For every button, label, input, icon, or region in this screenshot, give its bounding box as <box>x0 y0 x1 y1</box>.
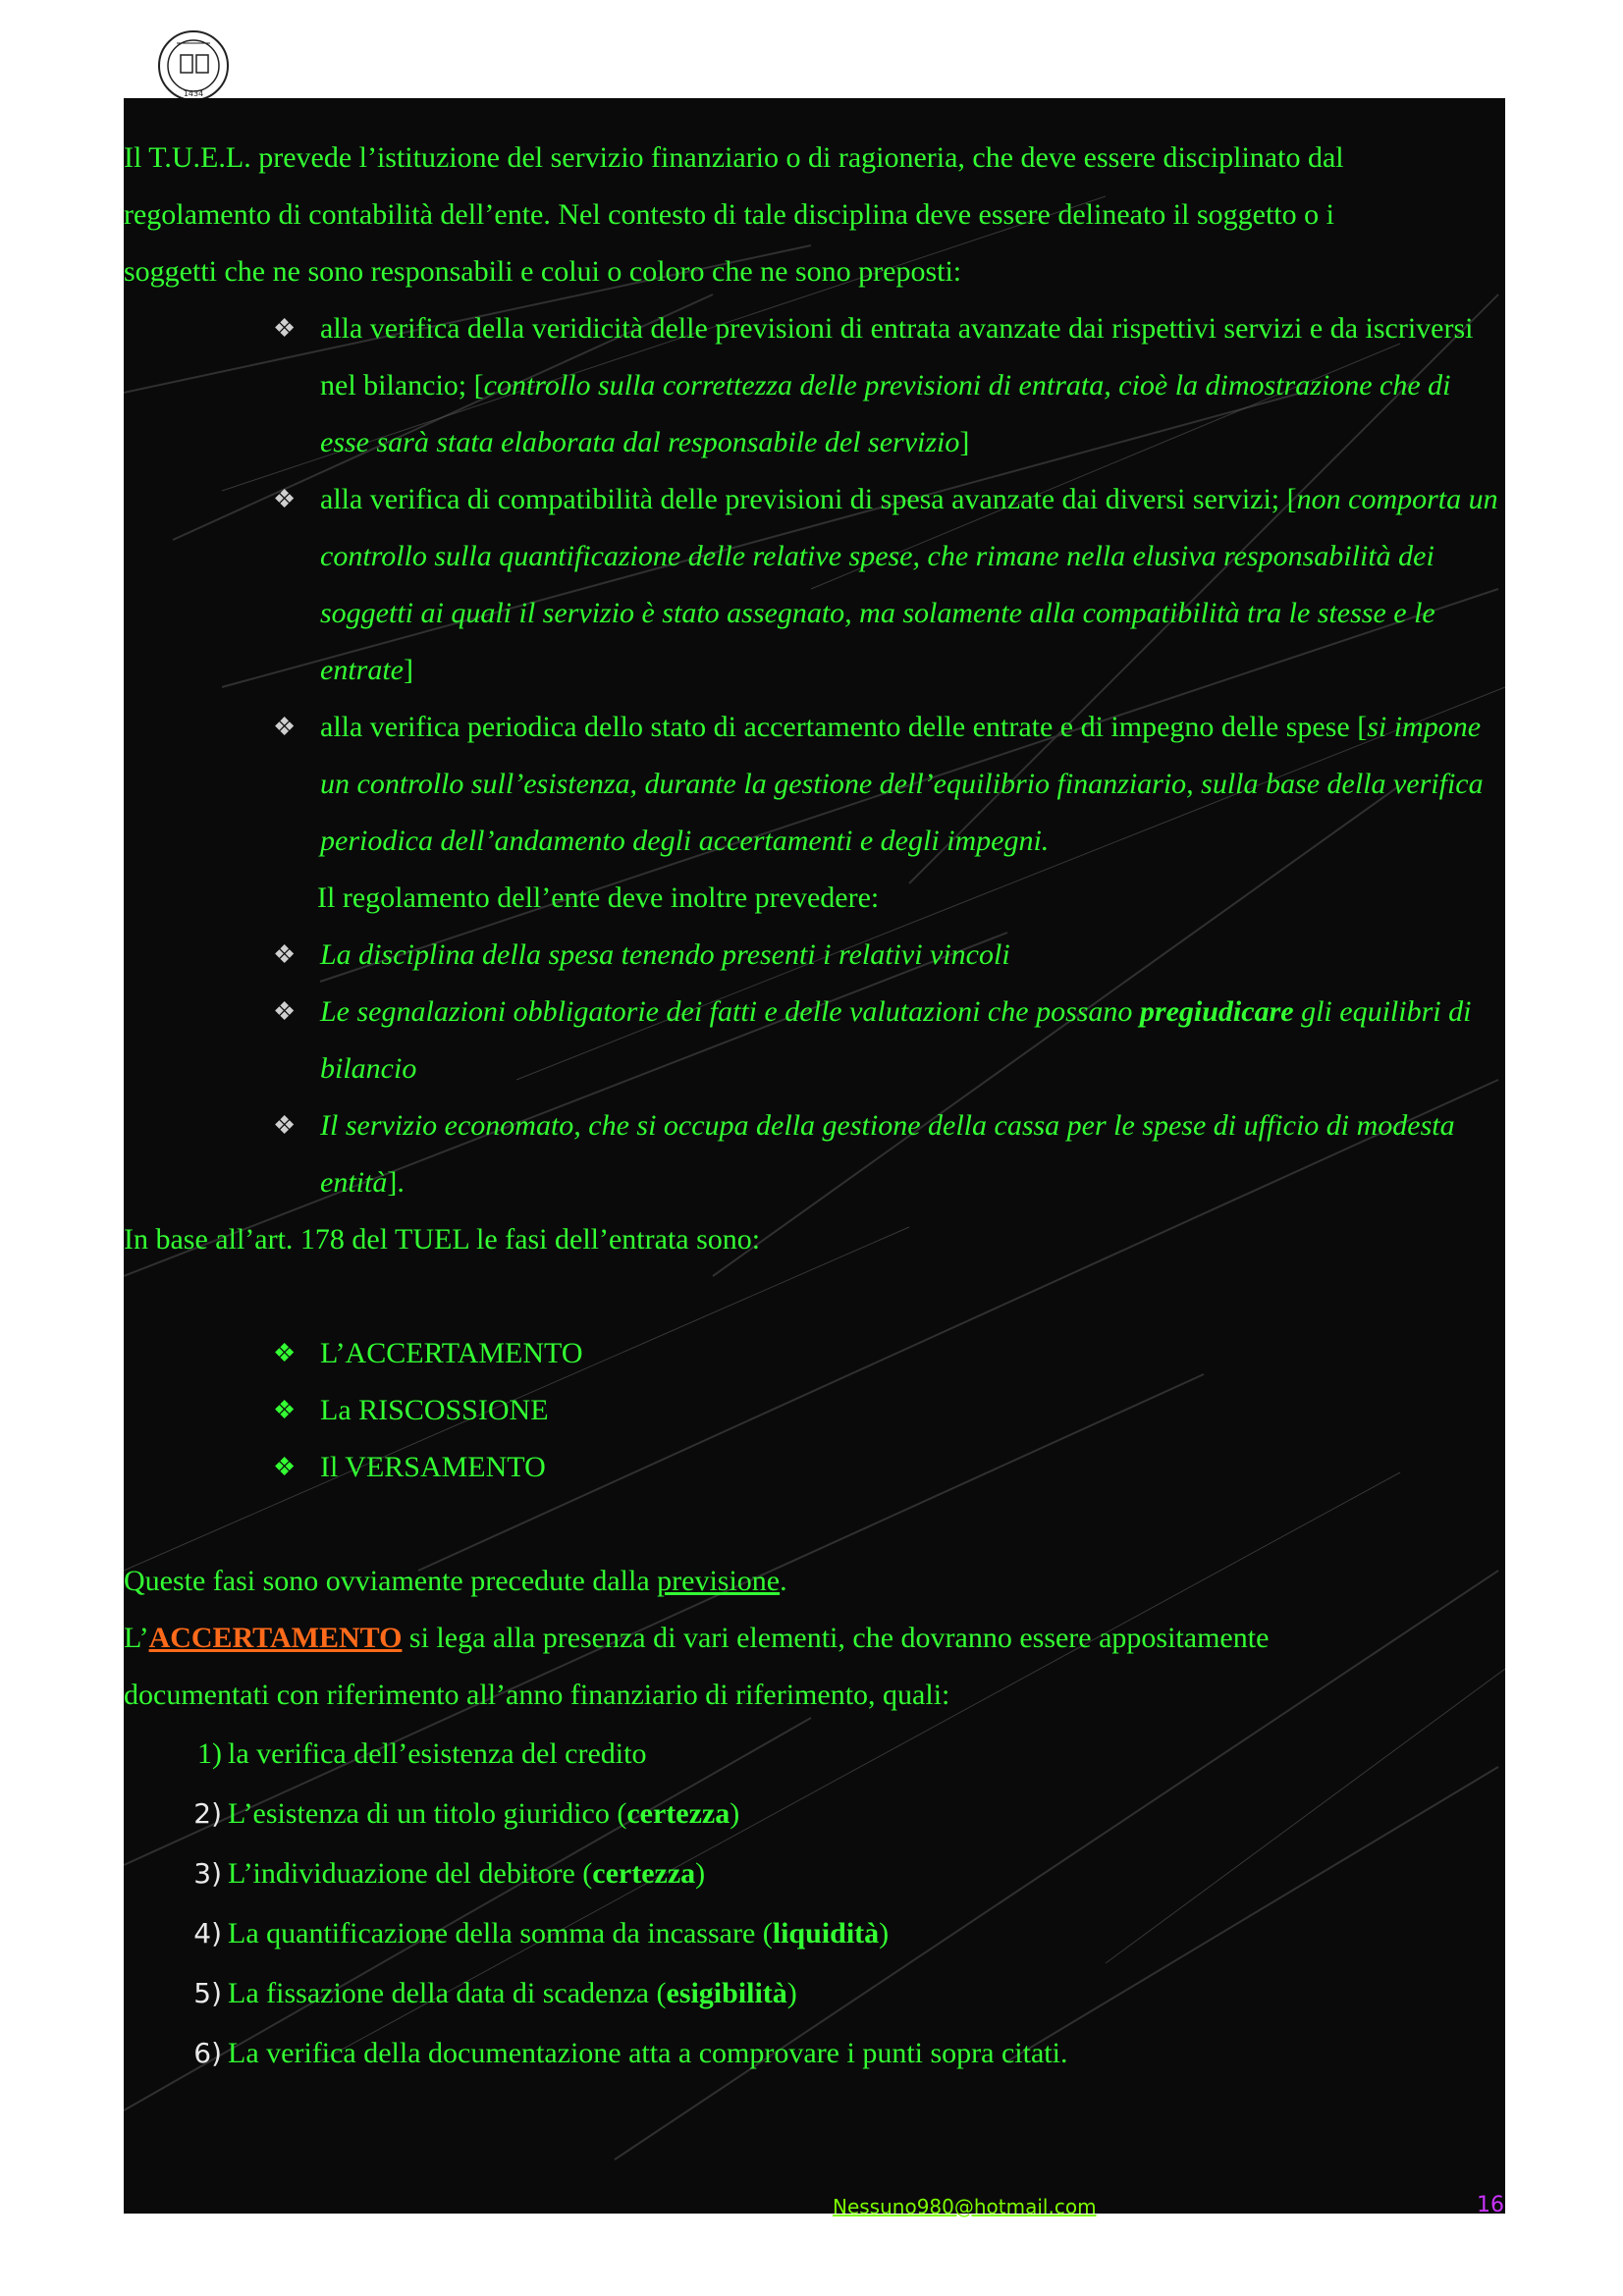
numbered-item: 4) La quantificazione della somma da incassare (liquidità) <box>193 1917 890 1949</box>
numbered-item: 5) La fissazione della data di scadenza (esigibilità) <box>193 1977 797 2009</box>
seal-year: 1434 <box>183 89 204 98</box>
diamond-bullet-icon: ❖ <box>273 314 297 343</box>
numbered-item: 6) La verifica della documentazione atta a comprovare i punti sopra citati. <box>193 2037 1068 2069</box>
fase-item: ❖ La RISCOSSIONE <box>124 1382 1505 1439</box>
accertamento-line: documentati con riferimento all’anno finanziario di riferimento, quali: <box>124 1679 950 1711</box>
accertamento-line: L’ACCERTAMENTO si lega alla presenza di vari elementi, che dovranno essere appositamente <box>124 1622 1270 1654</box>
diamond-bullet-icon: ❖ <box>273 940 297 969</box>
previsione-link[interactable]: previsione <box>657 1565 781 1597</box>
diamond-bullet-icon: ❖ <box>273 485 297 513</box>
list-item: ❖ Le segnalazioni obbligatorie dei fatti e delle valutazioni che possano pregiudicare gli equilibri di bilancio <box>124 984 1505 1097</box>
page-number: 16 <box>1477 2193 1504 2217</box>
intro-line: regolamento di contabilità dell’ente. Nel contesto di tale disciplina deve essere delineato il soggetto o i <box>124 198 1334 231</box>
list-item: ❖ La disciplina della spesa tenendo presenti i relativi vincoli <box>124 927 1505 984</box>
list-item: ❖ alla verifica della veridicità delle previsioni di entrata avanzate dai rispettivi servizi e da iscriversi nel bilancio; [controllo sulla correttezza delle previsioni di entrata, cioè la dimostrazione che di esse sarà stata elaborata dal responsabile del servizio] <box>124 300 1505 471</box>
diamond-bullet-icon: ❖ <box>273 1396 297 1424</box>
fasi-intro: In base all’art. 178 del TUEL le fasi dell’entrata sono: <box>124 1223 761 1255</box>
diamond-bullet-icon: ❖ <box>273 1453 297 1481</box>
fase-item: ❖ L’ACCERTAMENTO <box>124 1325 1505 1382</box>
intro-line: Il T.U.E.L. prevede l’istituzione del servizio finanziario o di ragioneria, che deve essere disciplinato dal <box>124 141 1344 174</box>
regolamento-line: Il regolamento dell’ente deve inoltre prevedere: <box>317 881 880 914</box>
numbered-item: 1) la verifica dell’esistenza del credito <box>197 1737 647 1770</box>
diamond-bullet-icon: ❖ <box>273 1111 297 1140</box>
list-item: ❖ alla verifica di compatibilità delle previsioni di spesa avanzate dai diversi servizi; [non comporta un controllo sulla quantificazione delle relative spese, che rimane nella elusiva responsabilità dei soggetti ai quali il servizio è stato assegnato, ma solamente alla compatibilità tra le stesse e le entrate] <box>124 471 1505 699</box>
list-item: ❖ Il servizio economato, che si occupa della gestione della cassa per le spese di ufficio di modesta entità]. <box>124 1097 1505 1211</box>
university-seal-logo <box>157 29 230 102</box>
page-content <box>124 98 1505 2083</box>
numbered-item: 2) L’esistenza di un titolo giuridico (certezza) <box>193 1797 740 1830</box>
document-page <box>124 98 1505 2214</box>
list-item: ❖ alla verifica periodica dello stato di accertamento delle entrate e di impegno delle spese [si impone un controllo sull’esistenza, durante la gestione dell’equilibrio finanziario, sulla base della verifica periodica dell’andamento degli accertamenti e degli impegni. <box>124 699 1505 870</box>
fase-item: ❖ Il VERSAMENTO <box>124 1439 1505 1496</box>
footer-email-link[interactable]: Nessuno980@hotmail.com <box>833 2195 1097 2218</box>
diamond-bullet-icon: ❖ <box>273 1339 297 1367</box>
diamond-bullet-icon: ❖ <box>273 997 297 1026</box>
accertamento-keyword[interactable]: ACCERTAMENTO <box>148 1622 403 1654</box>
previsione-line: Queste fasi sono ovviamente precedute dalla previsione. <box>124 1565 787 1597</box>
intro-line: soggetti che ne sono responsabili e colui o coloro che ne sono preposti: <box>124 255 962 288</box>
diamond-bullet-icon: ❖ <box>273 713 297 741</box>
numbered-item: 3) L’individuazione del debitore (certezza) <box>193 1857 706 1890</box>
